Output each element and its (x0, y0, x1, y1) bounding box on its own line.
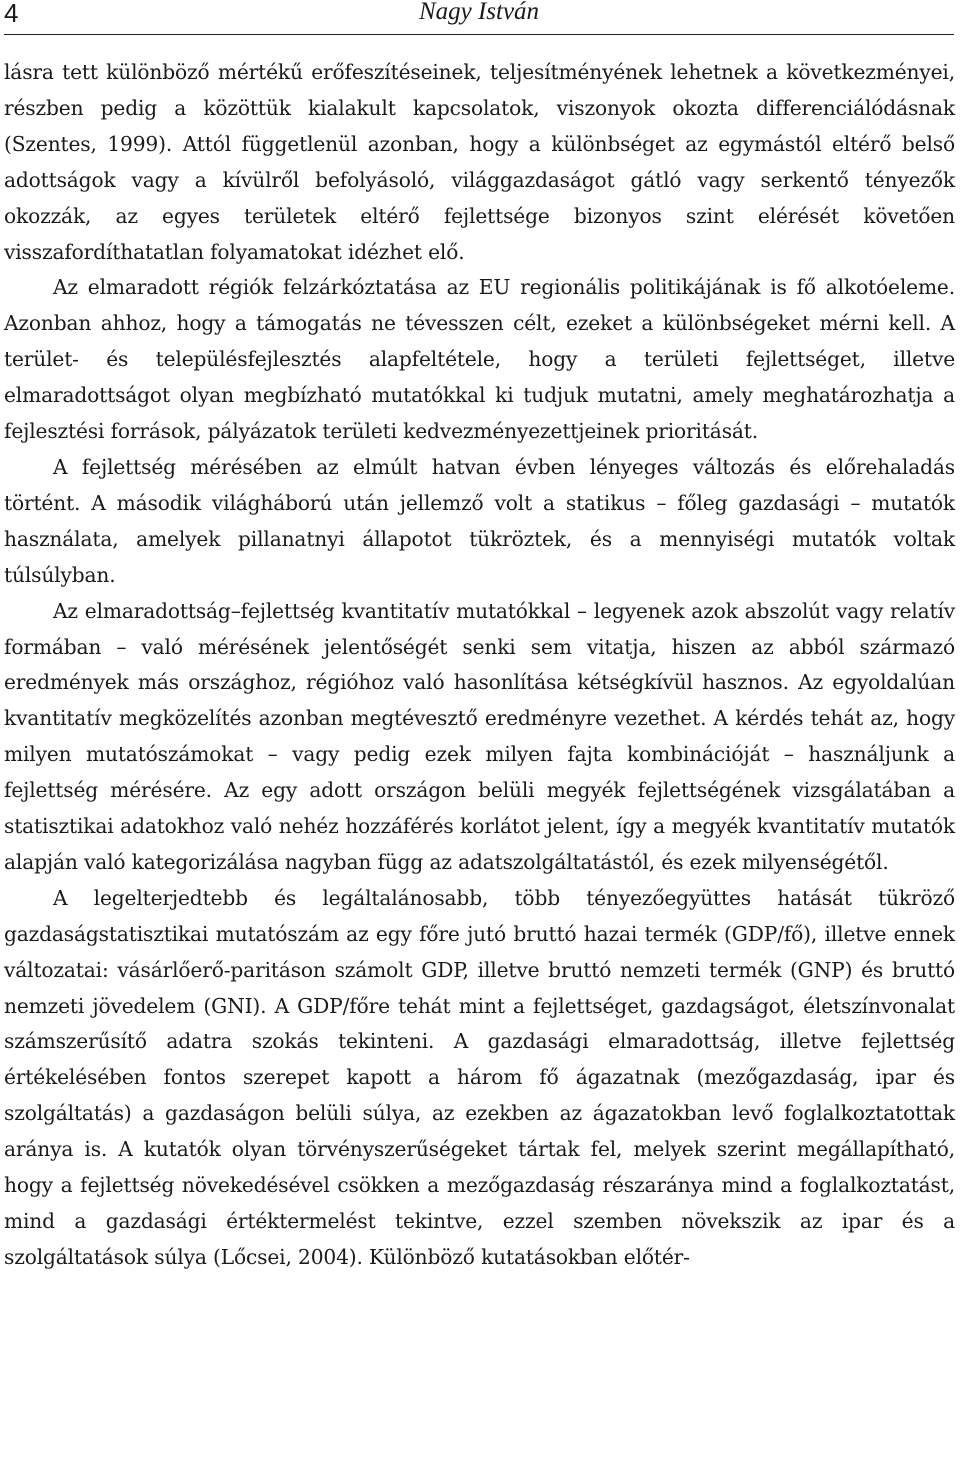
page-number: 4 (4, 0, 19, 28)
paragraph-continuation: lásra tett különböző mértékű erőfeszítéseinek, teljesítményének lehetnek a következményei, részben pedig a közöttük kialakult kapcsolatok, viszonyok okozta differenciálódásnak (Szentes, 1999). Attól függetlenül azonban, hogy a különbséget az egymástól eltérő belső adottságok vagy a kívülről befolyásoló, világgazdaságot gátló vagy serkentő tényezők okozzák, az egyes területek eltérő fejlettsége bizonyos szint elérését követően visszafordíthatatlan folyamatokat idézhet elő. (4, 60, 955, 264)
paragraph: A fejlettség mérésében az elmúlt hatvan évben lényeges változás és előrehaladás történt. A második világháború után jellemző volt a statikus – főleg gazdasági – mutatók használata, amelyek pillanatnyi állapotot tükröztek, és a mennyiségi mutatók voltak túlsúlyban. (4, 454, 955, 587)
paragraph: Az elmaradott régiók felzárkóztatása az EU regionális politikájának is fő alkotóeleme. Azonban ahhoz, hogy a támogatás ne tévesszen célt, ezeket a különbségeket mérni kell. A terület- és településfejlesztés alapfeltétele, hogy a területi fejlettséget, illetve elmaradottságot olyan megbízható mutatókkal ki tudjuk mutatni, amely meghatározhatja a fejlesztési források, pályázatok területi kedvezményezettjeinek prioritását. (4, 275, 955, 444)
paragraph: Az elmaradottság–fejlettség kvantitatív mutatókkal – legyenek azok abszolút vagy relatív formában – való mérésének jelentőségét senki sem vitatja, hiszen az abból származó eredmények más országhoz, régióhoz való hasonlítása kétségkívül hasznos. Az egyoldalúan kvantitatív megközelítés azonban megtévesztő eredményre vezethet. A kérdés tehát az, hogy milyen mutatószámokat – vagy pedig ezek milyen fajta kombinációját – használjunk a fejlettség mérésére. Az egy adott országon belüli megyék fejlettségének vizsgálatában a statisztikai adatokhoz való nehéz hozzáférés korlátot jelent, így a megyék kvantitatív mutatók alapján való kategorizálása nagyban függ az adatszolgáltatástól, és ezek milyenségétől. (4, 598, 955, 874)
page-header (4, 0, 954, 35)
paragraph: A legelterjedtebb és legáltalánosabb, több tényezőegyüttes hatását tükröző gazdaságstatisztikai mutatószám az egy főre jutó bruttó hazai termék (GDP/fő), illetve ennek változatai: vásárlőerő-paritáson számolt GDP, illetve bruttó nemzeti termék (GNP) és bruttó nemzeti jövedelem (GNI). A GDP/főre tehát mint a fejlettséget, gazdagságot, életszínvonalat számszerűsítő adatra szokás tekinteni. A gazdasági elmaradottság, illetve fejlettség értékelésében fontos szerepet kapott a három fő ágazatnak (mezőgazdaság, ipar és szolgáltatás) a gazdaságon belüli súlya, az ezekben az ágazatokban levő foglalkoztatottak aránya is. A kutatók olyan törvényszerűségeket tártak fel, melyek szerint megállapítható, hogy a fejlettség növekedésével csökken a mezőgazdaság részaránya mind a foglalkoztatást, mind a gazdasági értéktermelést tekintve, ezzel szemben növekszik az ipar és a szolgáltatások súlya (Lőcsei, 2004). Különböző kutatásokban előtér- (4, 885, 955, 1269)
running-head: Nagy István (418, 0, 540, 25)
body-text (4, 55, 955, 1276)
